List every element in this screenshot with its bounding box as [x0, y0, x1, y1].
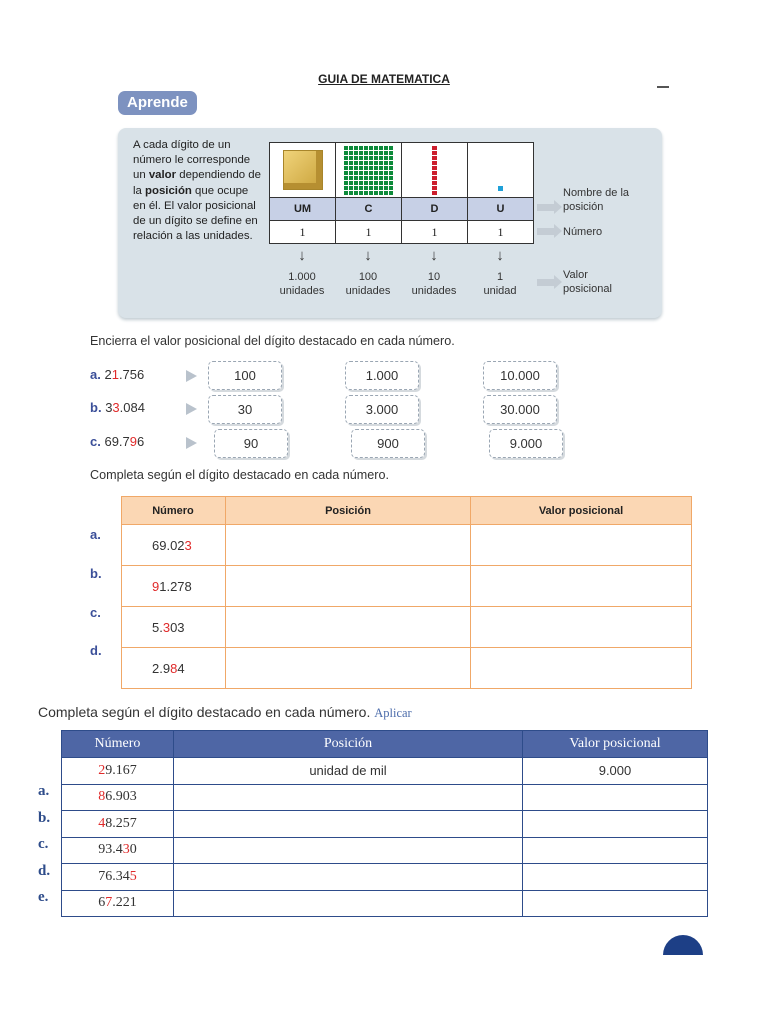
hundred-grid-icon — [344, 145, 394, 195]
row-letter: c. — [90, 434, 101, 449]
number-part: .221 — [112, 895, 137, 911]
unit-cube-icon — [498, 186, 503, 191]
place-value-table — [269, 142, 534, 244]
number-part: 8.257 — [105, 815, 137, 831]
position-answer-cell[interactable] — [174, 784, 523, 811]
value-number: 1.000 — [288, 271, 316, 283]
number-u: 1 — [468, 221, 534, 244]
highlighted-digit: 7 — [105, 895, 113, 911]
down-arrow-icon: ↓ — [298, 247, 306, 264]
option-box[interactable]: 30.000 — [483, 395, 557, 424]
number-um: 1 — [270, 221, 336, 244]
number-part: 6.903 — [105, 789, 137, 805]
number-part: 93.4 — [98, 842, 123, 858]
number-cell — [62, 784, 174, 811]
value-cell: 9.000 — [523, 758, 708, 785]
header-u: U — [468, 198, 534, 221]
intro-text: dependiendo de la — [133, 169, 261, 197]
aprende-intro — [133, 138, 263, 244]
unit-cube-cell — [468, 143, 534, 198]
position-answer-cell[interactable] — [174, 864, 523, 891]
number-part: .084 — [119, 400, 145, 415]
value-answer-cell[interactable] — [523, 890, 708, 917]
exercise2-instruction: Completa según el dígito destacado en cada número. — [90, 468, 389, 482]
down-arrow-icon: ↓ — [496, 247, 504, 264]
ten-rod-cell — [402, 143, 468, 198]
arrow-right-icon — [537, 279, 555, 286]
highlighted-digit: 5 — [129, 868, 137, 884]
highlighted-digit: 3 — [184, 537, 192, 553]
value-answer-cell[interactable] — [523, 784, 708, 811]
number-part: 5. — [152, 619, 163, 635]
intro-bold-posicion: posición — [145, 184, 192, 197]
header-numero: Número — [62, 731, 174, 758]
position-answer-cell[interactable] — [174, 890, 523, 917]
triangle-pointer-icon — [186, 437, 197, 449]
intro-bold-valor: valor — [148, 169, 177, 182]
row-letter: b. — [90, 566, 102, 581]
exercise1-instruction: Encierra el valor posicional del dígito destacado en cada número. — [90, 334, 455, 348]
aprende-tag: Aprende — [118, 91, 197, 115]
header-c: C — [336, 198, 402, 221]
option-box[interactable]: 90 — [214, 429, 288, 458]
value-word: unidad — [483, 285, 517, 297]
hundred-grid-cell — [336, 143, 402, 198]
number-part: 0 — [129, 842, 137, 858]
thousand-cube-icon — [283, 150, 323, 190]
number-cell — [122, 566, 226, 607]
down-arrow-icon: ↓ — [364, 247, 372, 264]
header-d: D — [402, 198, 468, 221]
value-word: unidades — [345, 285, 391, 297]
label-number: Número — [563, 226, 603, 238]
option-box[interactable]: 100 — [208, 361, 282, 390]
row-letter: b. — [90, 400, 102, 415]
table-row — [122, 648, 692, 689]
exercise3-table — [61, 730, 708, 917]
value-u — [467, 270, 533, 298]
number-part: 4 — [177, 660, 185, 676]
position-answer-cell[interactable] — [226, 525, 471, 566]
exercise1-row-c — [90, 434, 144, 449]
header-posicion: Posición — [174, 731, 523, 758]
exercise2-table — [121, 496, 692, 689]
highlighted-digit: 9 — [152, 578, 160, 594]
exercise1-row-b — [90, 400, 145, 415]
exercise3-instruction — [38, 704, 412, 721]
highlighted-digit: 4 — [98, 815, 106, 831]
value-number: 100 — [358, 271, 378, 283]
arrow-right-icon — [537, 204, 555, 211]
row-letter: c. — [90, 605, 101, 620]
number-part: 9.167 — [105, 762, 137, 778]
number-part: 76.34 — [98, 868, 130, 884]
highlighted-digit: 3 — [112, 400, 120, 415]
row-letter: d. — [38, 863, 51, 879]
number-cell — [62, 837, 174, 864]
position-cell: unidad de mil — [174, 758, 523, 785]
number-cell — [62, 758, 174, 785]
table-row — [62, 837, 708, 864]
option-box[interactable]: 1.000 — [345, 361, 419, 390]
position-answer-cell[interactable] — [174, 837, 523, 864]
number-cell — [122, 607, 226, 648]
value-answer-cell[interactable] — [471, 566, 692, 607]
position-answer-cell[interactable] — [226, 648, 471, 689]
thousand-cube-cell — [270, 143, 336, 198]
table-row — [122, 566, 692, 607]
page-corner-decoration — [663, 935, 703, 955]
option-box[interactable]: 9.000 — [489, 429, 563, 458]
value-answer-cell[interactable] — [523, 811, 708, 838]
number-cell — [122, 525, 226, 566]
table-row — [122, 525, 692, 566]
number-cell — [122, 648, 226, 689]
highlighted-digit: 8 — [170, 660, 178, 676]
number-part: 6 — [137, 434, 145, 449]
value-word: unidades — [411, 285, 457, 297]
value-answer-cell[interactable] — [523, 864, 708, 891]
option-box[interactable]: 30 — [208, 395, 282, 424]
number-c: 1 — [336, 221, 402, 244]
number-d: 1 — [402, 221, 468, 244]
value-d — [401, 270, 467, 298]
value-c — [335, 270, 401, 298]
exercise1-row-a — [90, 367, 144, 382]
highlighted-digit: 3 — [122, 842, 130, 858]
down-arrow-icon: ↓ — [430, 247, 438, 264]
option-box[interactable]: 900 — [351, 429, 425, 458]
number-cell — [62, 811, 174, 838]
value-number: 10 — [427, 271, 441, 283]
table-row — [122, 607, 692, 648]
table-row — [62, 890, 708, 917]
highlighted-digit: 3 — [162, 619, 171, 635]
number-part: 03 — [170, 619, 185, 635]
triangle-pointer-icon — [186, 403, 197, 415]
number-part: 3 — [105, 400, 113, 415]
page-title: GUIA DE MATEMATICA — [318, 72, 450, 86]
number-part: 2 — [104, 367, 112, 382]
header-valor: Valor posicional — [471, 497, 692, 525]
value-word: unidades — [279, 285, 325, 297]
option-box[interactable]: 10.000 — [483, 361, 557, 390]
instruction-text: Completa según el dígito destacado en cada número. — [38, 704, 371, 720]
intro-text: A cada dígito de un número le corresponde un — [133, 139, 251, 182]
table-row — [62, 811, 708, 838]
aplicar-tag: Aplicar — [374, 706, 412, 720]
row-letter: b. — [38, 810, 51, 826]
position-answer-cell[interactable] — [226, 566, 471, 607]
option-box[interactable]: 3.000 — [345, 395, 419, 424]
header-numero: Número — [122, 497, 226, 525]
value-number: 1 — [496, 271, 504, 283]
position-answer-cell[interactable] — [174, 811, 523, 838]
number-part: 2.9 — [152, 660, 171, 676]
highlighted-digit: 2 — [98, 762, 106, 778]
row-letter: a. — [90, 527, 101, 542]
value-answer-cell[interactable] — [471, 525, 692, 566]
number-part: 6 — [98, 895, 106, 911]
triangle-pointer-icon — [186, 370, 197, 382]
table-row — [62, 784, 708, 811]
value-answer-cell[interactable] — [471, 648, 692, 689]
row-letter: e. — [38, 889, 49, 905]
header-posicion: Posición — [226, 497, 471, 525]
value-um — [269, 270, 335, 298]
arrow-right-icon — [537, 228, 555, 235]
highlighted-digit: 1 — [111, 367, 119, 382]
intro-text: que ocupe en él. El valor posicional de un dígito se define en relación a las unidades. — [133, 184, 258, 243]
header-valor: Valor posicional — [523, 731, 708, 758]
header-um: UM — [270, 198, 336, 221]
value-answer-cell[interactable] — [523, 837, 708, 864]
row-letter: a. — [90, 367, 101, 382]
number-cell — [62, 864, 174, 891]
example-row — [62, 758, 708, 785]
number-part: 1.278 — [159, 578, 192, 594]
number-cell — [62, 890, 174, 917]
value-answer-cell[interactable] — [471, 607, 692, 648]
position-answer-cell[interactable] — [226, 607, 471, 648]
row-letter: a. — [38, 783, 50, 799]
number-part: 69.02 — [152, 537, 185, 553]
ten-rod-icon — [432, 145, 437, 195]
row-letter: d. — [90, 643, 102, 658]
highlighted-digit: 8 — [98, 789, 106, 805]
highlighted-digit: 9 — [129, 434, 138, 449]
number-part: .756 — [118, 367, 145, 382]
label-place-value: Valor posicional — [563, 269, 612, 295]
table-row — [62, 864, 708, 891]
dash-mark — [657, 86, 669, 88]
number-part: 69.7 — [104, 434, 130, 449]
label-position-name: Nombre de la posición — [563, 187, 630, 213]
row-letter: c. — [38, 836, 49, 852]
